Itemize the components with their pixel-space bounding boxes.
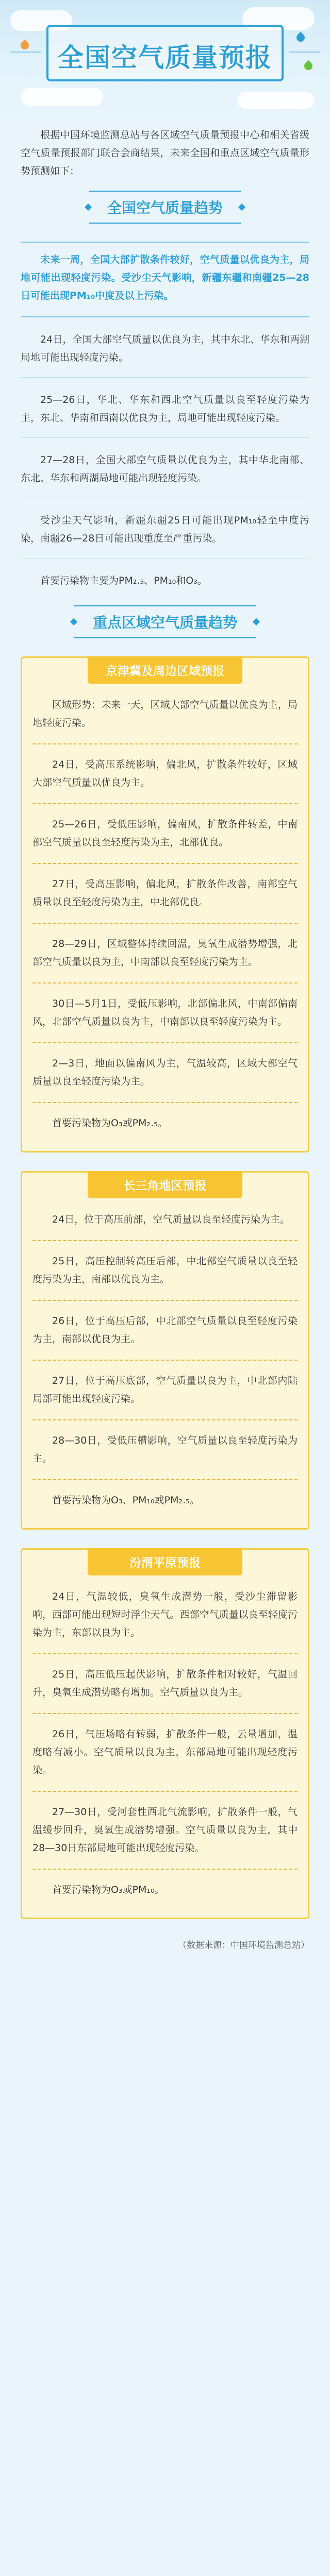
cloud-decoration xyxy=(21,88,103,106)
region-paragraph: 27日，受高压影响，偏北风，扩散条件改善，南部空气质量以良至轻度污染为主，中北部优良。 xyxy=(32,878,298,908)
region-paragraph: 27—30日，受河套性西北气流影响，扩散条件一般，气温缓步回升，臭氧生成潜势增强。空气质量以良为主，其中28—30日东部局地可能出现轻度污染。 xyxy=(32,1806,298,1854)
droplet-icon xyxy=(19,40,31,52)
decor-line xyxy=(10,52,41,53)
dashed-divider xyxy=(32,1240,298,1241)
region-paragraph: 25日，高压控制转高压后部，中北部空气质量以良至轻度污染为主，南部以优良为主。 xyxy=(32,1256,298,1285)
region-paragraph: 26日，气压场略有转弱，扩散条件一般，云量增加，温度略有减小。空气质量以良为主，东部局地可能出现轻度污染。 xyxy=(32,1728,298,1776)
national-paragraph: 25—26日，华北、华东和西北空气质量以良至轻度污染为主，东北、华南和西南以优良为主，局地可能出现轻度污染。 xyxy=(21,394,309,423)
regional-heading-label: 重点区域空气质量趋势 xyxy=(74,605,256,638)
article-body xyxy=(21,126,309,1951)
region-paragraph: 2—3日，地面以偏南风为主，气温较高，区域大部空气质量以良至轻度污染为主。 xyxy=(32,1058,298,1087)
dashed-divider xyxy=(32,923,298,924)
region-paragraph: 25—26日，受低压影响，偏南风，扩散条件转差，中南部空气质量以良至轻度污染为主，北部优良。 xyxy=(32,819,298,848)
dashed-divider xyxy=(32,1479,298,1480)
droplet-icon xyxy=(295,32,307,44)
region-paragraph: 25日，高压低压起伏影响，扩散条件相对较好，气温回升，臭氧生成潜势略有增加。空气质量以良为主。 xyxy=(32,1669,298,1698)
header-banner xyxy=(0,0,330,121)
region-paragraph: 24日，气温较低，臭氧生成潜势一般，受沙尘滞留影响，西部可能出现短时浮尘天气。西部空气质量以良至轻度污染为主，东部以良为主。 xyxy=(32,1591,298,1638)
national-paragraph: 24日，全国大部空气质量以优良为主，其中东北、华东和两湖局地可能出现轻度污染。 xyxy=(21,334,309,363)
dashed-divider xyxy=(32,1300,298,1301)
dashed-divider xyxy=(32,743,298,744)
region-paragraph: 27日，位于高压底部，空气质量以良为主，中北部内陆局部可能出现轻度污染。 xyxy=(32,1375,298,1404)
region-card-yrd xyxy=(21,1171,309,1530)
divider xyxy=(21,377,309,378)
region-paragraph: 30日—5月1日，受低压影响，北部偏北风，中南部偏南风，北部空气质量以良为主，中南部以良至轻度污染为主。 xyxy=(32,998,298,1027)
pollutants-note: 首要污染物主要为PM₂.₅、PM₁₀和O₃。 xyxy=(40,575,207,586)
national-heading xyxy=(21,191,309,224)
region-card-jjj xyxy=(21,656,309,1153)
intro-paragraph: 根据中国环境监测总站与各区域空气质量预报中心和相关省级空气质量预报部门联合会商结果，未来全国和重点区域空气质量形势预测如下： xyxy=(21,129,309,177)
dashed-divider xyxy=(32,1102,298,1103)
region-paragraph: 26日，位于高压后部，中北部空气质量以良至轻度污染为主，南部以优良为主。 xyxy=(32,1315,298,1345)
cloud-decoration xyxy=(237,92,315,109)
dashed-divider xyxy=(32,1360,298,1361)
dashed-divider xyxy=(32,1653,298,1654)
dashed-divider xyxy=(32,1791,298,1792)
region-paragraph: 28—29日，区域整体持续回温，臭氧生成潜势增强，北部空气质量以良为主，中南部以良至轻度污染为主。 xyxy=(32,938,298,968)
regional-heading xyxy=(21,605,309,638)
region-card-fw xyxy=(21,1548,309,1919)
region-title-fw: 汾渭平原预报 xyxy=(88,1548,242,1575)
national-heading-label: 全国空气质量趋势 xyxy=(89,191,241,224)
page-title: 全国空气质量预报 xyxy=(58,43,272,73)
dashed-divider xyxy=(32,1713,298,1714)
dashed-divider xyxy=(32,1419,298,1420)
droplet-icon xyxy=(303,60,315,72)
national-summary-box xyxy=(21,242,309,317)
data-source: （数据来源：中国环境监测总站） xyxy=(178,1940,309,1951)
dashed-divider xyxy=(32,863,298,864)
region-title-yrd: 长三角地区预报 xyxy=(88,1171,242,1198)
region-paragraph: 区域形势：未来一天，区域大部空气质量以优良为主，局地轻度污染。 xyxy=(32,699,298,728)
dashed-divider xyxy=(32,803,298,804)
banner-title-frame xyxy=(46,25,284,81)
divider xyxy=(21,437,309,438)
region-pollutants: 首要污染物为O₃或PM₂.₅。 xyxy=(52,1117,168,1129)
region-paragraph: 24日，位于高压前部，空气质量以良至轻度污染为主。 xyxy=(52,1214,290,1225)
decor-line xyxy=(289,52,320,53)
national-paragraph: 27—28日，全国大部空气质量以优良为主，其中华北南部、东北、华东和两湖局地可能出现轻度污染。 xyxy=(21,454,309,484)
dashed-divider xyxy=(32,982,298,984)
region-title-jjj: 京津冀及周边区域预报 xyxy=(88,656,242,684)
national-paragraph: 受沙尘天气影响，新疆东疆25日可能出现PM₁₀轻至中度污染，南疆26—28日可能出现重度至严重污染。 xyxy=(21,515,309,544)
region-paragraph: 24日，受高压系统影响，偏北风，扩散条件较好，区域大部空气质量以优良为主。 xyxy=(32,759,298,788)
dashed-divider xyxy=(32,1042,298,1043)
dashed-divider xyxy=(32,1869,298,1870)
region-pollutants: 首要污染物为O₃、PM₁₀或PM₂.₅。 xyxy=(52,1495,200,1506)
region-pollutants: 首要污染物为O₃或PM₁₀。 xyxy=(52,1884,164,1895)
region-paragraph: 28—30日，受低压槽影响，空气质量以良至轻度污染为主。 xyxy=(32,1435,298,1464)
national-summary: 未来一周，全国大部扩散条件较好，空气质量以优良为主，局地可能出现轻度污染。受沙尘天气影响，新疆东疆和南疆25—28日可能出现PM₁₀中度及以上污染。 xyxy=(21,254,309,301)
